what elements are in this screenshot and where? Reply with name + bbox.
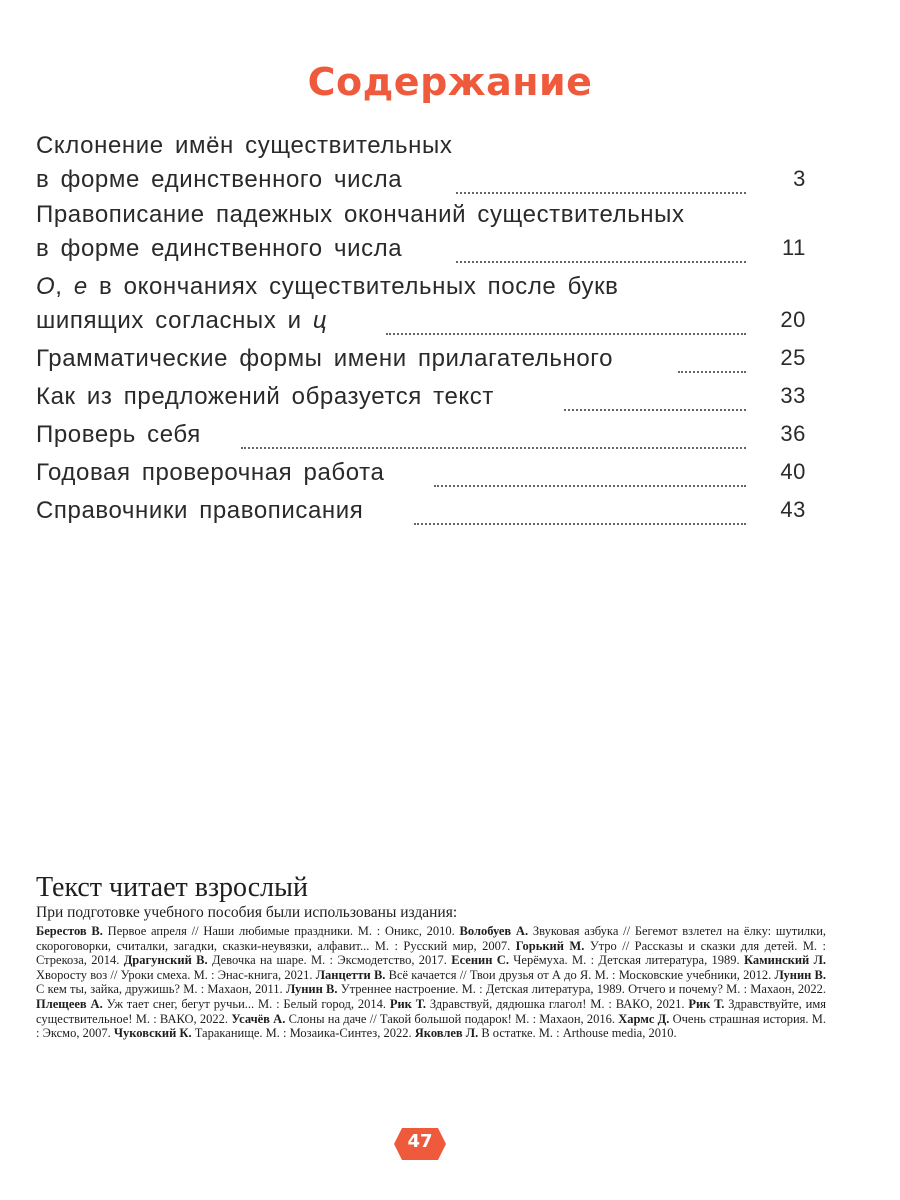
ref-item (114, 1026, 412, 1040)
toc-entry-text (36, 273, 619, 301)
ref-author: Есенин С. (451, 953, 509, 968)
ref-item (231, 1012, 615, 1026)
toc-italic-letter: О (36, 273, 56, 300)
toc-entry-text: Справочники правописания (36, 497, 364, 524)
toc-entry-text: Проверь себя (36, 421, 201, 448)
page-number: 47 (407, 1131, 433, 1152)
bibliography (36, 924, 826, 1041)
toc-entry-0-line-1 (36, 128, 806, 162)
toc-page-number: 43 (780, 497, 806, 522)
toc-entry-text: Грамматические формы имени прилагательного (36, 345, 614, 372)
ref-text: Всё качается // Твои друзья от А до Я. М. : Московские учебники, 2012. (388, 967, 772, 982)
ref-item (451, 953, 739, 967)
ref-author: Плещеев А. (36, 996, 103, 1011)
ref-text: Звуковая азбука // Бегемот взлетел на ёлку: шутилки, скороговорки, считалки, загадки, сказки-неувязки, алфавит... М. : Русский мир, 2007. (36, 924, 827, 953)
toc-leader-dots (456, 166, 746, 194)
toc-page-number: 40 (780, 459, 806, 484)
ref-author: Хармс Д. (618, 1011, 670, 1026)
ref-author: Драгунский В. (123, 953, 208, 968)
toc-entry-text: Правописание падежных окончаний существительных (36, 201, 685, 228)
toc-page-number: 33 (780, 383, 806, 408)
ref-text: Утреннее настроение. М. : Детская литература, 1989. Отчего и почему? М. : Махаон, 2022. (340, 982, 827, 997)
ref-text: Девочка на шаре. М. : Эксмодетство, 2017. (211, 953, 447, 968)
toc-entry-text (36, 307, 327, 335)
ref-author: Волобуев А. (459, 924, 529, 938)
ref-text: Первое апреля // Наши любимые праздники. М. : Оникс, 2010. (107, 924, 455, 938)
ref-text: Уж тает снег, бегут ручьи... М. : Белый город, 2014. (106, 996, 386, 1011)
toc-page-number: 36 (780, 421, 806, 446)
toc-entry-3[interactable] (36, 341, 806, 375)
toc-entry-5[interactable] (36, 417, 806, 451)
toc-page-number: 11 (781, 235, 806, 260)
toc-italic-letter: ц (312, 307, 328, 334)
toc-entry-7[interactable] (36, 493, 806, 527)
toc-italic-letter: е (73, 273, 88, 300)
toc-separator: , (55, 273, 74, 300)
toc-entry-4[interactable] (36, 379, 806, 413)
ref-author: Каминский Л. (744, 953, 827, 968)
toc-leader-dots (386, 307, 746, 335)
toc-leader-dots (564, 383, 746, 411)
ref-item (286, 982, 826, 996)
toc-leader-dots (456, 235, 746, 263)
section-heading: Текст читает взрослый (36, 872, 308, 903)
ref-author: Горький М. (515, 938, 585, 953)
toc-entry-text: Склонение имён существительных (36, 132, 453, 159)
ref-text: Тараканище. М. : Мозаика-Синтез, 2022. (194, 1026, 412, 1041)
toc-entry-text: Годовая проверочная работа (36, 459, 385, 486)
section-intro: При подготовке учебного пособия были использованы издания: (36, 904, 458, 921)
ref-text: Здравствуйте, имя существительное! М. : ВАКО, 2022. (36, 996, 826, 1026)
toc-entry-text: в форме единственного числа (36, 166, 403, 193)
ref-text: Слоны на даче // Такой большой подарок! М. : Махаон, 2016. (288, 1011, 616, 1026)
ref-text: Здравствуй, дядюшка глагол! М. : ВАКО, 2021. (429, 996, 685, 1011)
toc-entry-text: в форме единственного числа (36, 235, 403, 262)
toc-leader-dots (434, 459, 746, 487)
ref-item (316, 968, 772, 982)
ref-text: В остатке. М. : Arthouse media, 2010. (481, 1026, 677, 1041)
toc-leader-dots (678, 345, 746, 373)
toc-leader-dots (414, 497, 746, 525)
ref-author: Ланцетти В. (315, 967, 386, 982)
ref-item (36, 924, 455, 938)
page-title: Содержание (307, 60, 593, 104)
page-number-badge (392, 1124, 448, 1164)
ref-text: Хворосту воз // Уроки смеха. М. : Энас-книга, 2021. (36, 967, 313, 982)
ref-item (36, 997, 386, 1011)
ref-author: Рик Т. (688, 996, 725, 1011)
ref-author: Берестов В. (36, 924, 103, 938)
toc-page-number: 25 (780, 345, 806, 370)
toc-page-number: 20 (780, 307, 806, 332)
toc-entry-text-part: шипящих согласных и (36, 307, 313, 334)
toc-entry-2-line-1 (36, 269, 806, 303)
ref-item (390, 997, 685, 1011)
toc-entry-1-line-2[interactable] (36, 231, 806, 265)
toc-entry-text: Как из предложений образуется текст (36, 383, 494, 410)
toc-entry-2-line-2[interactable] (36, 303, 806, 337)
ref-author: Лунин В. (285, 982, 338, 997)
toc-entry-1-line-1 (36, 197, 806, 231)
ref-text: Утро // Рассказы и сказки для детей. М. : Стрекоза, 2014. (36, 938, 826, 968)
table-of-contents (36, 128, 806, 527)
toc-entry-0-line-2[interactable] (36, 162, 806, 196)
ref-author: Лунин В. (774, 967, 827, 982)
toc-page-number: 3 (793, 166, 806, 191)
adult-reading-section (36, 872, 866, 1041)
toc-leader-dots (241, 421, 746, 449)
ref-author: Чуковский К. (113, 1026, 192, 1041)
ref-text: С кем ты, зайка, дружишь? М. : Махаон, 2011. (36, 982, 283, 997)
ref-author: Рик Т. (389, 996, 426, 1011)
ref-author: Яковлев Л. (414, 1026, 479, 1041)
toc-entry-6[interactable] (36, 455, 806, 489)
toc-entry-text-rest: в окончаниях существительных после букв (87, 273, 619, 300)
ref-text: Очень страшная история. М. : Эксмо, 2007. (36, 1011, 827, 1041)
ref-author: Усачёв А. (231, 1011, 286, 1026)
ref-text: Черёмуха. М. : Детская литература, 1989. (513, 953, 740, 968)
ref-item (124, 953, 447, 967)
ref-item (415, 1026, 677, 1040)
